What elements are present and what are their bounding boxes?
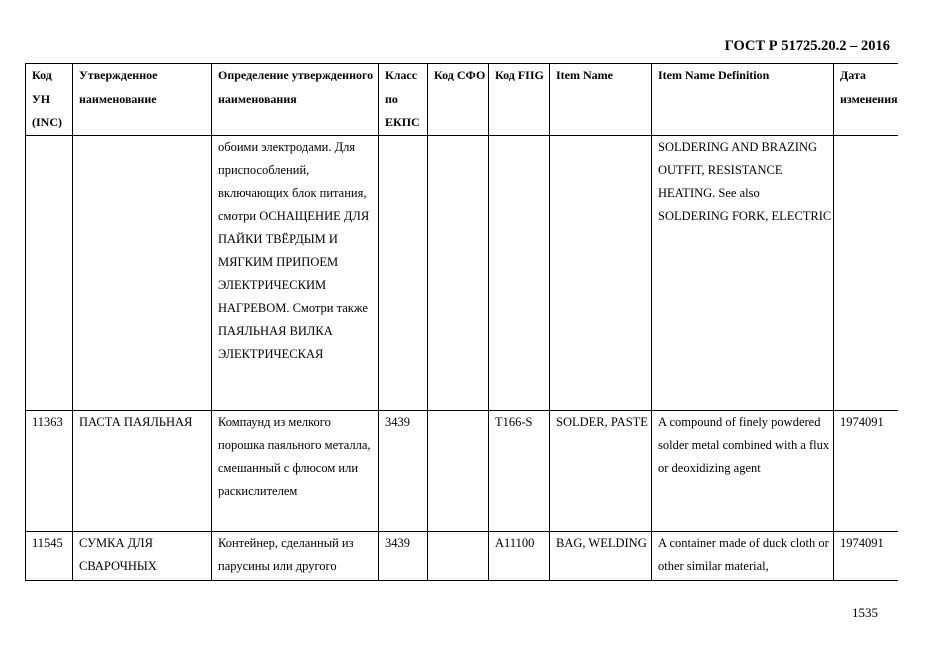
cell-approved-name xyxy=(73,136,212,411)
cell-item-name xyxy=(550,136,652,411)
header-approved-name: Утвержденное наименование xyxy=(73,64,212,136)
table-row xyxy=(26,136,899,411)
cell-class-ekps xyxy=(379,136,428,411)
header-item-name-definition: Item Name Definition xyxy=(652,64,834,136)
cell-date-changed: 1974091 xyxy=(834,532,899,581)
document-title: ГОСТ Р 51725.20.2 – 2016 xyxy=(724,38,890,54)
cell-definition: обоими электродами. Для приспособлений, включающих блок питания, смотри ОСНАЩЕНИЕ ДЛЯ ПАЙКИ ТВЁРДЫМ И МЯГКИМ ПРИПОЕМ ЭЛЕКТРИЧЕСКИМ НАГРЕВОМ. Смотри также ПАЯЛЬНАЯ ВИЛКА ЭЛЕКТРИЧЕСКАЯ xyxy=(212,136,379,411)
cell-date-changed: 1974091 xyxy=(834,411,899,532)
header-code-fiig: Код FIIG xyxy=(489,64,550,136)
cell-code-sfo xyxy=(428,411,489,532)
header-definition: Определение утвержденного наименования xyxy=(212,64,379,136)
catalog-table xyxy=(25,63,898,581)
header-code-sfo: Код СФО xyxy=(428,64,489,136)
cell-item-name: SOLDER, PASTE xyxy=(550,411,652,532)
cell-item-name-definition: A container made of duck cloth or other similar material, xyxy=(652,532,834,581)
table-row xyxy=(26,532,899,581)
cell-definition: Компаунд из мелкого порошка паяльного металла, смешанный с флюсом или раскислителем xyxy=(212,411,379,532)
header-item-name: Item Name xyxy=(550,64,652,136)
cell-item-name: BAG, WELDING xyxy=(550,532,652,581)
cell-code-sfo xyxy=(428,136,489,411)
header-class-ekps: Класс по ЕКПС xyxy=(379,64,428,136)
page-number: 1535 xyxy=(852,605,878,620)
header-code-un: Код УН (INC) xyxy=(26,64,73,136)
cell-code-sfo xyxy=(428,532,489,581)
header-row xyxy=(26,64,899,136)
cell-code-un: 11545 xyxy=(26,532,73,581)
cell-code-un: 11363 xyxy=(26,411,73,532)
cell-code-fiig: A11100 xyxy=(489,532,550,581)
cell-class-ekps: 3439 xyxy=(379,532,428,581)
catalog-table-container xyxy=(25,63,898,585)
cell-code-fiig: T166-S xyxy=(489,411,550,532)
header-date-changed: Дата изменения xyxy=(834,64,899,136)
cell-item-name-definition: A compound of finely powdered solder metal combined with a flux or deoxidizing agent xyxy=(652,411,834,532)
cell-definition: Контейнер, сделанный из парусины или другого xyxy=(212,532,379,581)
cell-item-name-definition: SOLDERING AND BRAZING OUTFIT, RESISTANCE HEATING. See also SOLDERING FORK, ELECTRIC xyxy=(652,136,834,411)
cell-approved-name: ПАСТА ПАЯЛЬНАЯ xyxy=(73,411,212,532)
cell-approved-name: СУМКА ДЛЯ СВАРОЧНЫХ xyxy=(73,532,212,581)
cell-code-un xyxy=(26,136,73,411)
cell-class-ekps: 3439 xyxy=(379,411,428,532)
cell-date-changed xyxy=(834,136,899,411)
table-row xyxy=(26,411,899,532)
cell-code-fiig xyxy=(489,136,550,411)
